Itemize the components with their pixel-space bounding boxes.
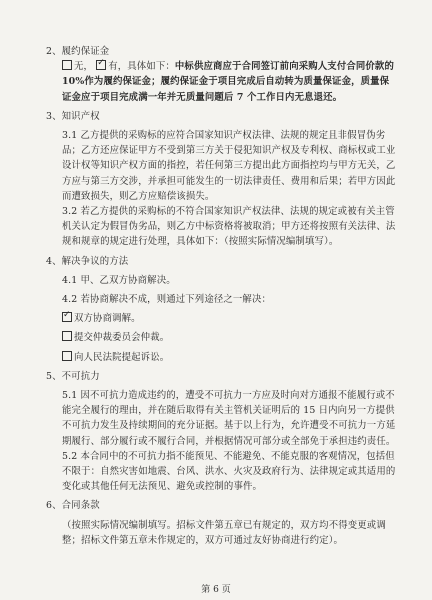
section-5-title: 5、不可抗力 — [46, 370, 100, 382]
option-litigation-label: 向人民法院提起诉讼。 — [74, 351, 170, 363]
checkbox-arbitration[interactable] — [62, 331, 72, 341]
deposit-terms: 中标供应商应于合同签订前向采购人支付合同价款的 10%作为履约保证金；履约保证金于项目完成后自动转为质量保证金，质量保证金应于项目完成满一年并无质量问题后 7 个工作日内无息退还。 — [62, 61, 394, 103]
checkbox-litigation[interactable] — [62, 351, 72, 361]
section-3-title: 3、知识产权 — [46, 110, 100, 122]
dispute-option-2 — [46, 330, 396, 345]
section-6-title: 6、合同条款 — [46, 500, 100, 512]
option-arbitration-label: 提交仲裁委员会仲裁。 — [74, 332, 170, 344]
section-2-title: 2、履约保证金 — [46, 46, 110, 57]
clause-3-2: 3.2 若乙方提供的采购标的不符合国家知识产权法律、法规的规定或被有关主管机关认定为假冒伪劣品，则乙方中标资格将被取消；甲方还将按照有关法律、法规和规章的规定进行处理，具体如下：（按照实际情况编制填写）。 — [62, 206, 396, 248]
clause-5-2: 5.2 本合同中的不可抗力指不能预见、不能避免、不能克服的客观情况，包括但不限于：自然灾害如地震、台风、洪水、火灾及政府行为、法律规定或其适用的变化或其他任何无法预见、避免或控制的事件。 — [62, 450, 396, 493]
clause-3-1: 3.1 乙方提供的采购标的应符合国家知识产权法律、法规的规定且非假冒伪劣品；乙方还应保证甲方不受到第三方关于侵犯知识产权及专利权、商标权或工业设计权等知识产权方面的指控，若任何第三方提出此方面指控均与甲方无关，乙方应与第三方交涉，并承担可能发生的一切法律责任、费用和后果；若甲方因此而遭致损失，则乙方应赔偿该损失。 — [62, 130, 396, 202]
clause-4-1: 4.1 甲、乙双方协商解决。 — [62, 274, 176, 286]
checkbox-yes[interactable] — [96, 60, 106, 70]
dispute-option-3 — [46, 350, 396, 365]
clause-5-1: 5.1 因不可抗力造成违约的，遭受不可抗力一方应及时向对方通报不能履行或不能完全履行的理由，并在随后取得有关主管机关证明后的 15 日内向另一方提供不可抗力发生及持续期间的充分证据。基于以上行为，允许遭受不可抗力一方延期履行、部分履行或不履行合同，并根据情况可部分或全部免于承担违约责任。 — [62, 390, 396, 447]
checkbox-none[interactable] — [62, 60, 72, 70]
page-number: 第 6 页 — [201, 585, 231, 595]
option-none-label: 无， — [74, 61, 94, 73]
checkbox-mediation[interactable] — [62, 312, 72, 322]
clause-4-2: 4.2 若协商解决不成，则通过下列途径之一解决： — [62, 294, 271, 306]
option-mediation-label: 双方协商调解。 — [74, 313, 141, 325]
option-yes-label: 有，具体如下： — [108, 61, 175, 73]
section-4-title: 4、解决争议的方法 — [46, 255, 129, 267]
clause-6-note: （按照实际情况编制填写。招标文件第五章已有规定的，双方均不得变更或调整；招标文件第五章未作规定的，双方可通过友好协商进行约定）。 — [62, 519, 386, 546]
deposit-options — [46, 59, 396, 105]
dispute-option-1 — [46, 311, 396, 326]
